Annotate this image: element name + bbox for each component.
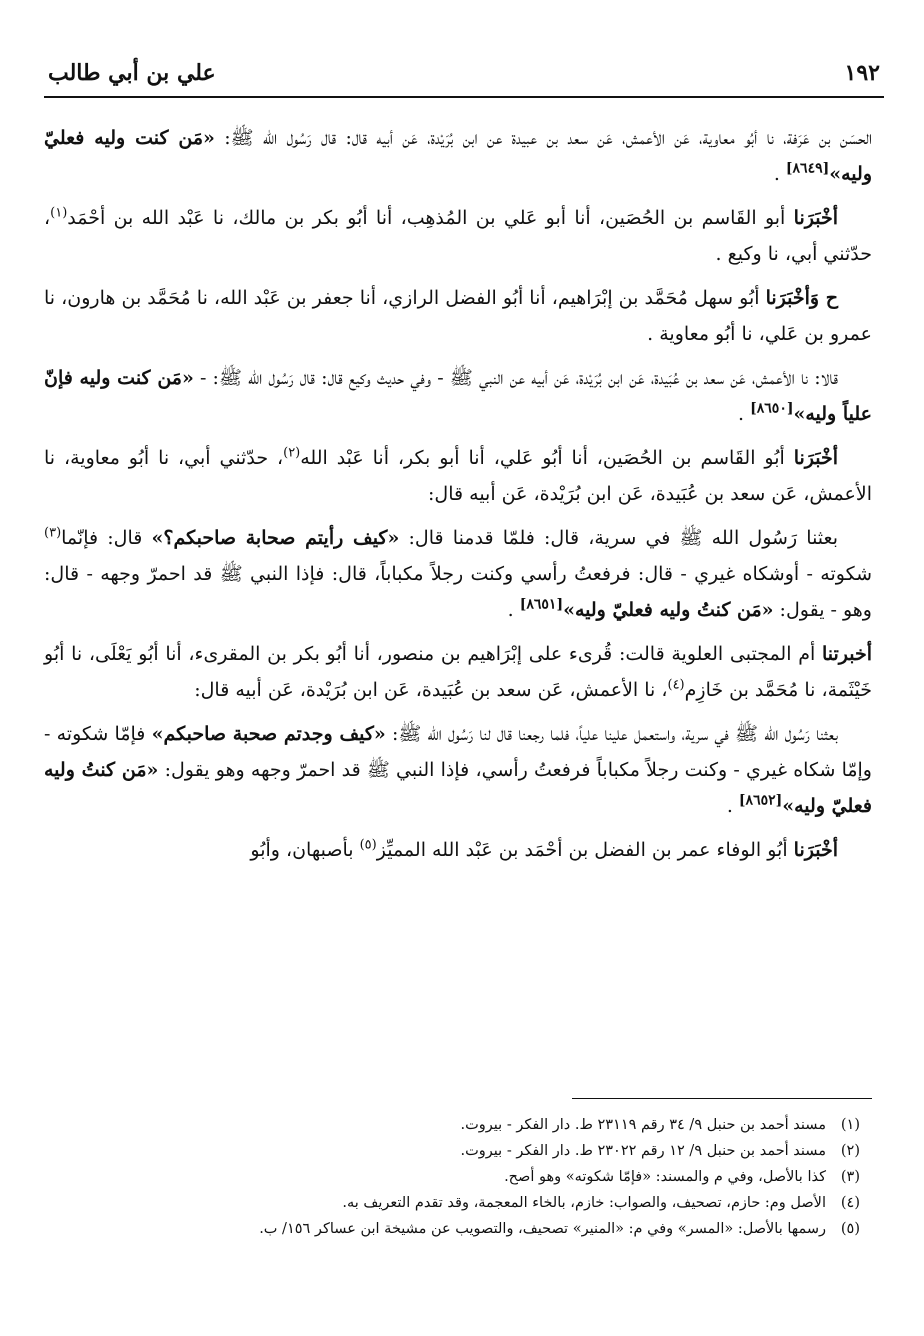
narration-keyword: أخْبَرَنا bbox=[793, 447, 839, 469]
paragraph-text: قال: فإنّما bbox=[61, 527, 152, 549]
page-number: ١٩٢ bbox=[844, 60, 880, 86]
footnote-marker: (٣) bbox=[44, 525, 62, 541]
paragraph-tail: . bbox=[726, 795, 739, 817]
footnote-text: كذا بالأصل، وفي م والمسند: «فإمّا شكوته» وهو أصح. bbox=[504, 1169, 826, 1185]
paragraph-text: فإمّا شكوته - وإمّا شكاه غيري - وكنت رجلاً مكباباً فرفعتُ رأسي، فإذا النبي ﷺ قد احمرّ وجهه وهو يقول: bbox=[44, 723, 872, 781]
footnote-text: مسند أحمد بن حنبل ٩/ ١٢ رقم ٢٣٠٢٢ ط. دار الفكر - بيروت. bbox=[460, 1143, 826, 1159]
footnote-text: الأصل وم: حازم، تصحيف، والصواب: خازم، بالخاء المعجمة، وقد تقدم التعريف به. bbox=[342, 1195, 826, 1211]
paragraph-text: قالا: نا الأعمش، عَن سعد بن عُبَيدة، عَن ابن بُرَيْدة، عَن أبيه عن النبي ﷺ - وفي حديث وكيع قال: قال رَسُول الله ﷺ: - bbox=[193, 367, 838, 389]
paragraph-text: بأصبهان، وأبُو bbox=[250, 839, 360, 861]
paragraph-text: ، نا الأعمش، عَن سعد بن عُبَيدة، عَن ابن بُرَيْدة، عَن أبيه قال: bbox=[194, 679, 668, 701]
paragraph-text: بعثنا رَسُول الله ﷺ في سرية، واستعمل علينا علياً، فلما رجعنا قال لنا رَسُول الله ﷺ: bbox=[385, 723, 838, 745]
footnote-marker: (٥) bbox=[359, 837, 377, 853]
paragraph bbox=[44, 716, 872, 824]
hadith-reference: [٨٦٥٢] bbox=[738, 792, 783, 809]
hadith-reference: [٨٦٥٠] bbox=[750, 400, 794, 417]
paragraph-text: ، حدّثني أبي، نا وكيع . bbox=[44, 207, 872, 265]
footnotes bbox=[44, 1112, 860, 1242]
paragraph-text: أبو القَاسم بن الحُصَين، أنا أبو عَلي بن المُذهِب، أنا أبُو بكر بن مالك، نا عَبْد الله بن أحْمَد bbox=[67, 207, 794, 229]
footnote bbox=[44, 1138, 860, 1164]
running-title: علي بن أبي طالب bbox=[48, 60, 216, 86]
hadith-quote: «مَن كنت وليه فإنّ علياً وليه» bbox=[44, 367, 872, 425]
footnote bbox=[44, 1164, 860, 1190]
footnote-number: (٣) bbox=[840, 1169, 860, 1185]
footnote bbox=[44, 1190, 860, 1216]
narration-keyword: ح وَأخْبَرَنا bbox=[765, 287, 839, 309]
footnote-marker: (٤) bbox=[667, 677, 685, 693]
main-text bbox=[44, 120, 872, 876]
footnote-number: (٥) bbox=[840, 1221, 860, 1237]
paragraph bbox=[44, 832, 872, 868]
paragraph bbox=[44, 200, 872, 272]
paragraph-text: أبُو سهل مُحَمَّد بن إبْرَاهيم، أنا أبُو الفضل الرازي، أنا جعفر بن عَبْد الله، نا مُحَمَّد بن هارون، نا عمرو بن عَلي، نا أبُو معاوية . bbox=[44, 287, 872, 345]
footnote-text: رسمها بالأصل: «المسر» وفي م: «المنير» تصحيف، والتصويب عن مشيخة ابن عساكر ١٥٦/ ب. bbox=[259, 1221, 826, 1237]
paragraph bbox=[44, 440, 872, 512]
paragraph-text: ، حدّثني أبي، نا أبُو معاوية، نا الأعمش، عَن سعد بن عُبَيدة، عَن ابن بُرَيْدة، عَن أبيه قال: bbox=[44, 447, 872, 505]
paragraph bbox=[44, 280, 872, 352]
paragraph-text: أم المجتبى العلوية قالت: قُرىء على إبْرَاهيم بن منصور، أنا أبُو بكر بن المقرىء، أنا أبُو يَعْلَى، نا أبُو خَيْثَمة، نا مُحَمَّد بن خَازِم bbox=[44, 643, 872, 701]
hadith-quote: «مَن كنتُ وليه فعليّ وليه» bbox=[44, 759, 872, 817]
paragraph bbox=[44, 360, 872, 432]
paragraph-tail: . bbox=[507, 599, 520, 621]
footnote bbox=[44, 1216, 860, 1242]
footnote bbox=[44, 1112, 860, 1138]
narration-keyword: أخْبَرَنا bbox=[793, 207, 838, 229]
footnote-marker: (٢) bbox=[283, 445, 301, 461]
narration-keyword: أخبرتنا bbox=[821, 643, 872, 665]
hadith-reference: [٨٦٤٩] bbox=[785, 160, 830, 177]
paragraph-text: أبُو الوفاء عمر بن الفضل بن أحْمَد بن عَبْد الله المميِّز bbox=[376, 839, 794, 861]
footnote-divider bbox=[572, 1098, 872, 1099]
paragraph-tail: . bbox=[738, 403, 751, 425]
footnote-number: (٢) bbox=[840, 1143, 860, 1159]
footnote-number: (٤) bbox=[840, 1195, 860, 1211]
hadith-quote: «مَن كنت وليه فعليّ وليه» bbox=[44, 127, 872, 185]
paragraph bbox=[44, 120, 872, 192]
paragraph-text: الحسَن بن عَرَفة، نا أبُو معاوية، عَن الأعمش، عَن سعد بن عبيدة عن ابن بُرَيْدة، عَن أبيه قال: قال رَسُول الله ﷺ: bbox=[214, 127, 872, 149]
paragraph-text: بعثنا رَسُول الله ﷺ في سرية، قال: فلمّا قدمنا قال: bbox=[399, 527, 838, 549]
footnote-text: مسند أحمد بن حنبل ٩/ ٣٤ رقم ٢٣١١٩ ط. دار الفكر - بيروت. bbox=[460, 1117, 826, 1133]
footnote-number: (١) bbox=[840, 1117, 860, 1133]
footnote-marker: (١) bbox=[50, 205, 68, 221]
narration-keyword: أخْبَرَنا bbox=[793, 839, 838, 861]
hadith-quote: «كيف وجدتم صحبة صاحبكم» bbox=[151, 723, 386, 745]
hadith-quote: «كيف رأيتم صحابة صاحبكم؟» bbox=[151, 527, 400, 549]
hadith-quote: «مَن كنتُ وليه فعليّ وليه» bbox=[563, 599, 774, 621]
page-header bbox=[44, 60, 884, 98]
paragraph-text: أبُو القَاسم بن الحُصَين، أنا أبُو عَلي، أنا أبو بكر، أنا عَبْد الله bbox=[300, 447, 794, 469]
paragraph bbox=[44, 636, 872, 708]
hadith-reference: [٨٦٥١] bbox=[519, 596, 564, 613]
paragraph bbox=[44, 520, 872, 628]
paragraph-text: شكوته - أوشكاه غيري - قال: فرفعتُ رأسي وكنت رجلاً مكباباً، قال: فإذا النبي ﷺ قد احمرّ وجهه - قال: وهو - يقول: bbox=[44, 563, 872, 621]
paragraph-tail: . bbox=[773, 163, 786, 185]
